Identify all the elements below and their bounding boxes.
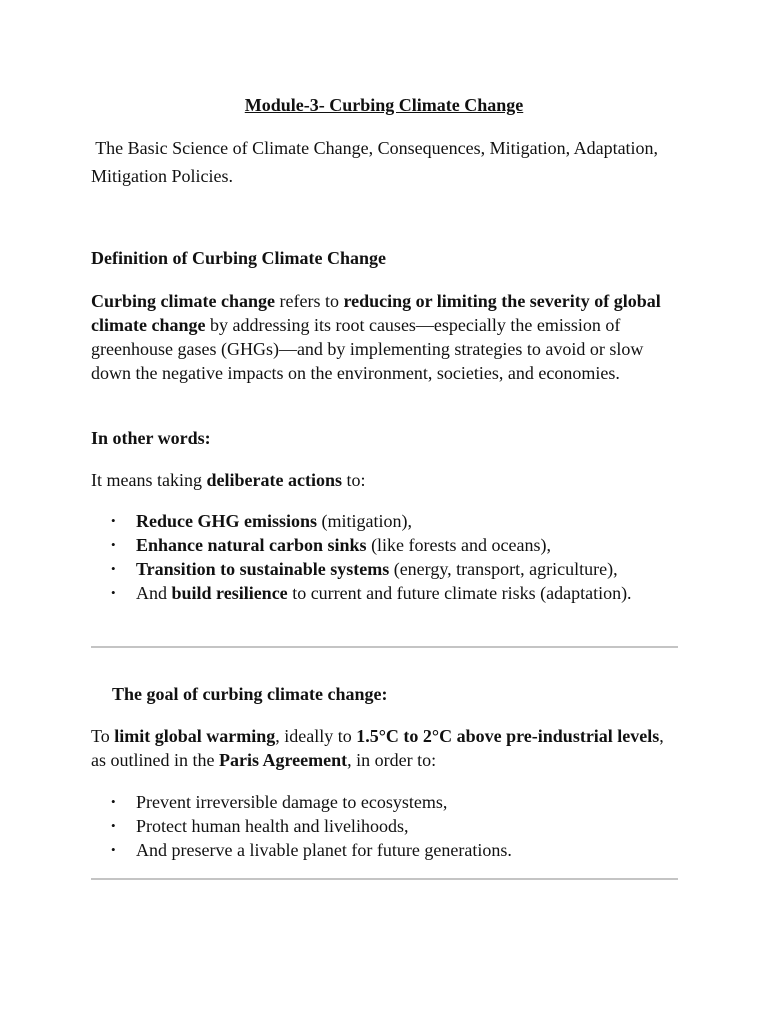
list-item: • Reduce GHG emissions (mitigation), [111, 511, 412, 531]
other-words-heading: In other words: [91, 428, 211, 448]
intro-text: The Basic Science of Climate Change, Consequences, Mitigation, Adaptation, Mitigation Policies. [91, 138, 659, 186]
goal-bullet-list [91, 790, 691, 862]
section-divider [91, 878, 678, 880]
bullet-icon: • [111, 794, 116, 809]
goal-heading: The goal of curbing climate change: [112, 684, 388, 704]
bullet-icon: • [111, 537, 116, 552]
section-divider [91, 646, 678, 648]
definition-term: Curbing climate change [91, 291, 275, 311]
actions-lead-sentence: It means taking deliberate actions to: [91, 470, 366, 490]
goal-paragraph: To limit global warming, ideally to 1.5°C to 2°C above pre-industrial levels, as outlined in the Paris Agreement, in order to: [91, 726, 664, 770]
page-title: Module-3- Curbing Climate Change [244, 95, 524, 115]
definition-paragraph: Curbing climate change refers to reducing or limiting the severity of global climate change by addressing its root causes—especially the emission of greenhouse gases (GHGs)—and by implementing strategies to avoid or slow down the negative impacts on the environment, societies, and economies. [91, 291, 661, 383]
actions-bullet-list [91, 509, 691, 605]
list-item: • Prevent irreversible damage to ecosystems, [111, 792, 448, 812]
intro-paragraph [91, 134, 681, 190]
list-item: • Protect human health and livelihoods, [111, 816, 409, 836]
list-item: • Enhance natural carbon sinks (like forests and oceans), [111, 535, 551, 555]
list-item: • And build resilience to current and future climate risks (adaptation). [111, 583, 632, 603]
bullet-icon: • [111, 818, 116, 833]
definition-heading: Definition of Curbing Climate Change [91, 248, 387, 268]
bullet-icon: • [111, 561, 116, 576]
list-item: • Transition to sustainable systems (energy, transport, agriculture), [111, 559, 618, 579]
list-item: • And preserve a livable planet for future generations. [111, 840, 512, 860]
bullet-icon: • [111, 513, 116, 528]
bullet-icon: • [111, 842, 116, 857]
definition-emphasis: reducing or limiting the severity of global climate change [91, 291, 661, 335]
bullet-icon: • [111, 585, 116, 600]
